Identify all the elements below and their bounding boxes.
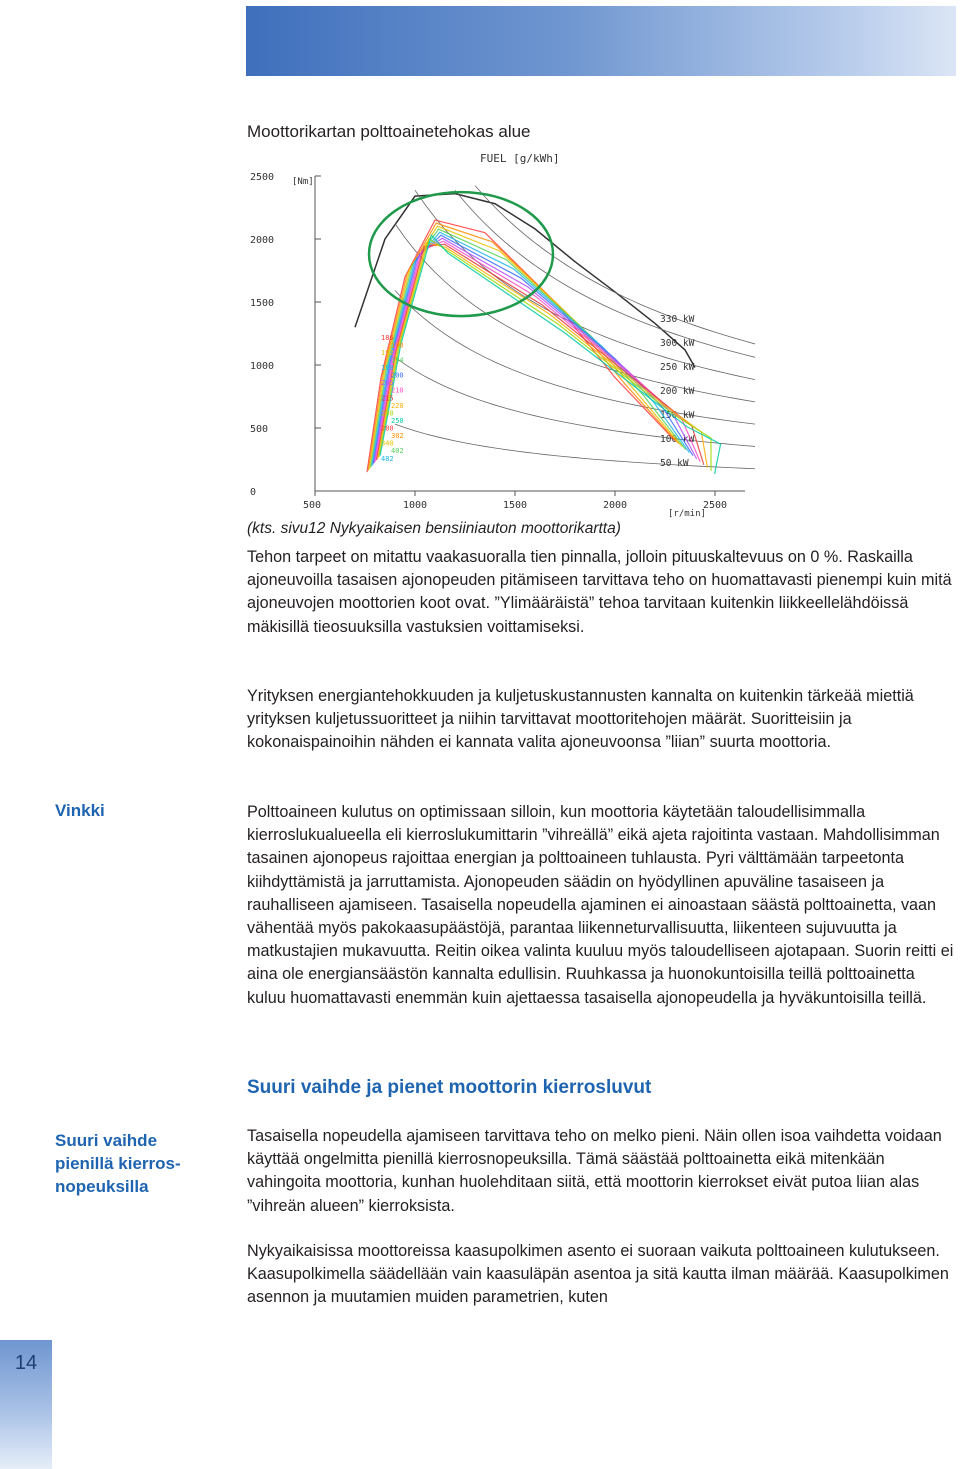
y-tick-label: 0 [250, 487, 257, 498]
x-tick-label: 500 [303, 500, 322, 511]
power-line-label: 200 kW [660, 386, 695, 397]
engine-map-chart [240, 146, 756, 520]
contour-label: 402 [391, 447, 404, 456]
contour-label: 482 [381, 454, 394, 463]
paragraph-fuel-consumption: Polttoaineen kulutus on optimissaan silloin, kun moottoria käytetään taloudellisimmalla kierroslukualueella eli kierroslukumittarin ”vihreällä” eikä ajeta rajoitinta vastaan. Mahdollisimman tasainen ajonopeus rajoittaa energian ja polttoaineen tuhlausta. Pyri välttämään tarpeetonta kiihdyttämistä ja jarruttamista. Ajonopeuden säädin on hyödyllinen apuväline tasaiseen ja rauhalliseen ajamiseen. Tasaisella nopeudella ajaminen ei ainoastaan säästä polttoainetta, vaan vähentää myös pakokaasupäästöjä, parantaa liikenneturvallisuutta, liikenteen sujuvuutta ja matkustajien mukavuutta. Reitin oikea valinta kuuluu myös taloudelliseen ajotapaan. Suorin reitti ei aina ole energiansäästön kannalta edullisin. Ruuhkassa ja huonokuntoisilla teillä polttoainetta kuluu huomattavasti enemmän kuin ajettaessa tasaisella ajonopeudella ja hyväkuntoisilla teillä. [247, 803, 954, 1007]
sidebar-gear-label: Suuri vaihde pienillä kierros-nopeuksilla [55, 1131, 181, 1196]
y-axis-label: [Nm] [292, 177, 314, 187]
figure-title: Moottorikartan polttoainetehokas alue [247, 122, 531, 141]
contour-label: 250 [391, 416, 404, 425]
x-tick-label: 1000 [403, 500, 428, 511]
power-line [395, 424, 755, 469]
x-tick-label: 1500 [503, 500, 528, 511]
contour-label: 200 [391, 371, 404, 380]
contour-label: 302 [391, 432, 404, 441]
section-heading: Suuri vaihde ja pienet moottorin kierrosluvut [247, 1077, 652, 1098]
y-tick-label: 1000 [250, 361, 275, 372]
contour-label: 340 [381, 439, 394, 448]
power-line [455, 190, 755, 357]
x-tick-label: 2500 [703, 500, 728, 511]
power-line-label: 50 kW [660, 458, 689, 469]
header-band [246, 6, 956, 76]
power-line-label: 330 kW [660, 314, 695, 325]
contour-label: 194 [391, 356, 404, 365]
contour-label: 220 [391, 401, 404, 410]
paragraph-accelerator: Nykyaikaisissa moottoreissa kaasupolkimen asento ei suoraan vaikuta polttoaineen kulutukseen. Kaasupolkimella säädellään vain kaasuläpän asentoa ja sitä kautta ilman määrää. Kaasupolkimen asennon ja muutamien muiden parametrien, kuten [247, 1242, 949, 1307]
paragraph-energy-efficiency: Yrityksen energiantehokkuuden ja kuljetuskustannusten kannalta on kuitenkin tärkeää miettiä yrityksen kuljetussuoritteet ja niihin tarvittavat moottoritehojen määrät. Suoritteisiin ja kokonaispainoihin nähden ei kannata valita ajoneuvoonsa ”liian” suurta moottoria. [247, 687, 914, 752]
power-line-label: 100 kW [660, 434, 695, 445]
fuel-contour [374, 238, 696, 463]
paragraph-high-gear: Tasaisella nopeudella ajamiseen tarvittava teho on melko pieni. Näin ollen isoa vaihdetta voidaan käyttää ongelmitta pienillä kierrosnopeuksilla. Tämä säästää polttoainetta eikä mitenkään vahingoita moottoria, kunhan huolehditaan siitä, että moottorin kierrokset eivät putoa liian alas ”vihreän alueen” kierroksista. [247, 1127, 942, 1215]
chart-title: FUEL [g/kWh] [480, 152, 560, 165]
y-tick-label: 2000 [250, 235, 275, 246]
contour-label: 210 [391, 386, 404, 395]
contour-label: 215 [381, 394, 394, 403]
power-line-label: 250 kW [660, 362, 695, 373]
y-tick-label: 2500 [250, 172, 275, 183]
page-number: 14 [14, 1352, 38, 1374]
figure-note: (kts. sivu12 Nykyaikaisen bensiiniauton moottorikartta) [247, 520, 621, 537]
contour-label: 198 [381, 364, 394, 373]
power-line-label: 150 kW [660, 410, 695, 421]
contour-label: 190 [391, 341, 404, 350]
x-tick-label: 2000 [603, 500, 628, 511]
power-line [395, 224, 755, 402]
contour-label: 280 [381, 424, 394, 433]
contour-label: 205 [381, 379, 394, 388]
engine-map-svg [240, 146, 756, 520]
contour-label: 192 [381, 348, 394, 357]
paragraph-power-needs: Tehon tarpeet on mitattu vaakasuoralla tien pinnalla, jolloin pituuskaltevuus on 0 %. Raskailla ajoneuvoilla tasaisen ajonopeuden pitämiseen tarvittava teho on huomattavasti pienempi kuin mitä ajoneuvojen moottorien koot ovat. ”Ylimääräistä” tehoa tarvitaan kuitenkin liikkeellelähdöissä mäkisillä tieosuuksilla vastuksien voittamiseksi. [247, 548, 952, 636]
power-line [415, 190, 755, 379]
power-line-label: 300 kW [660, 338, 695, 349]
x-axis-label: [r/min] [668, 509, 706, 519]
contour-label: 230 [381, 409, 394, 418]
sidebar-tip-label: Vinkki [55, 801, 105, 820]
fuel-contour [367, 220, 675, 472]
y-tick-label: 1500 [250, 298, 275, 309]
fuel-contour [375, 241, 700, 462]
y-tick-label: 500 [250, 424, 269, 435]
contour-label: 186 [381, 333, 394, 342]
